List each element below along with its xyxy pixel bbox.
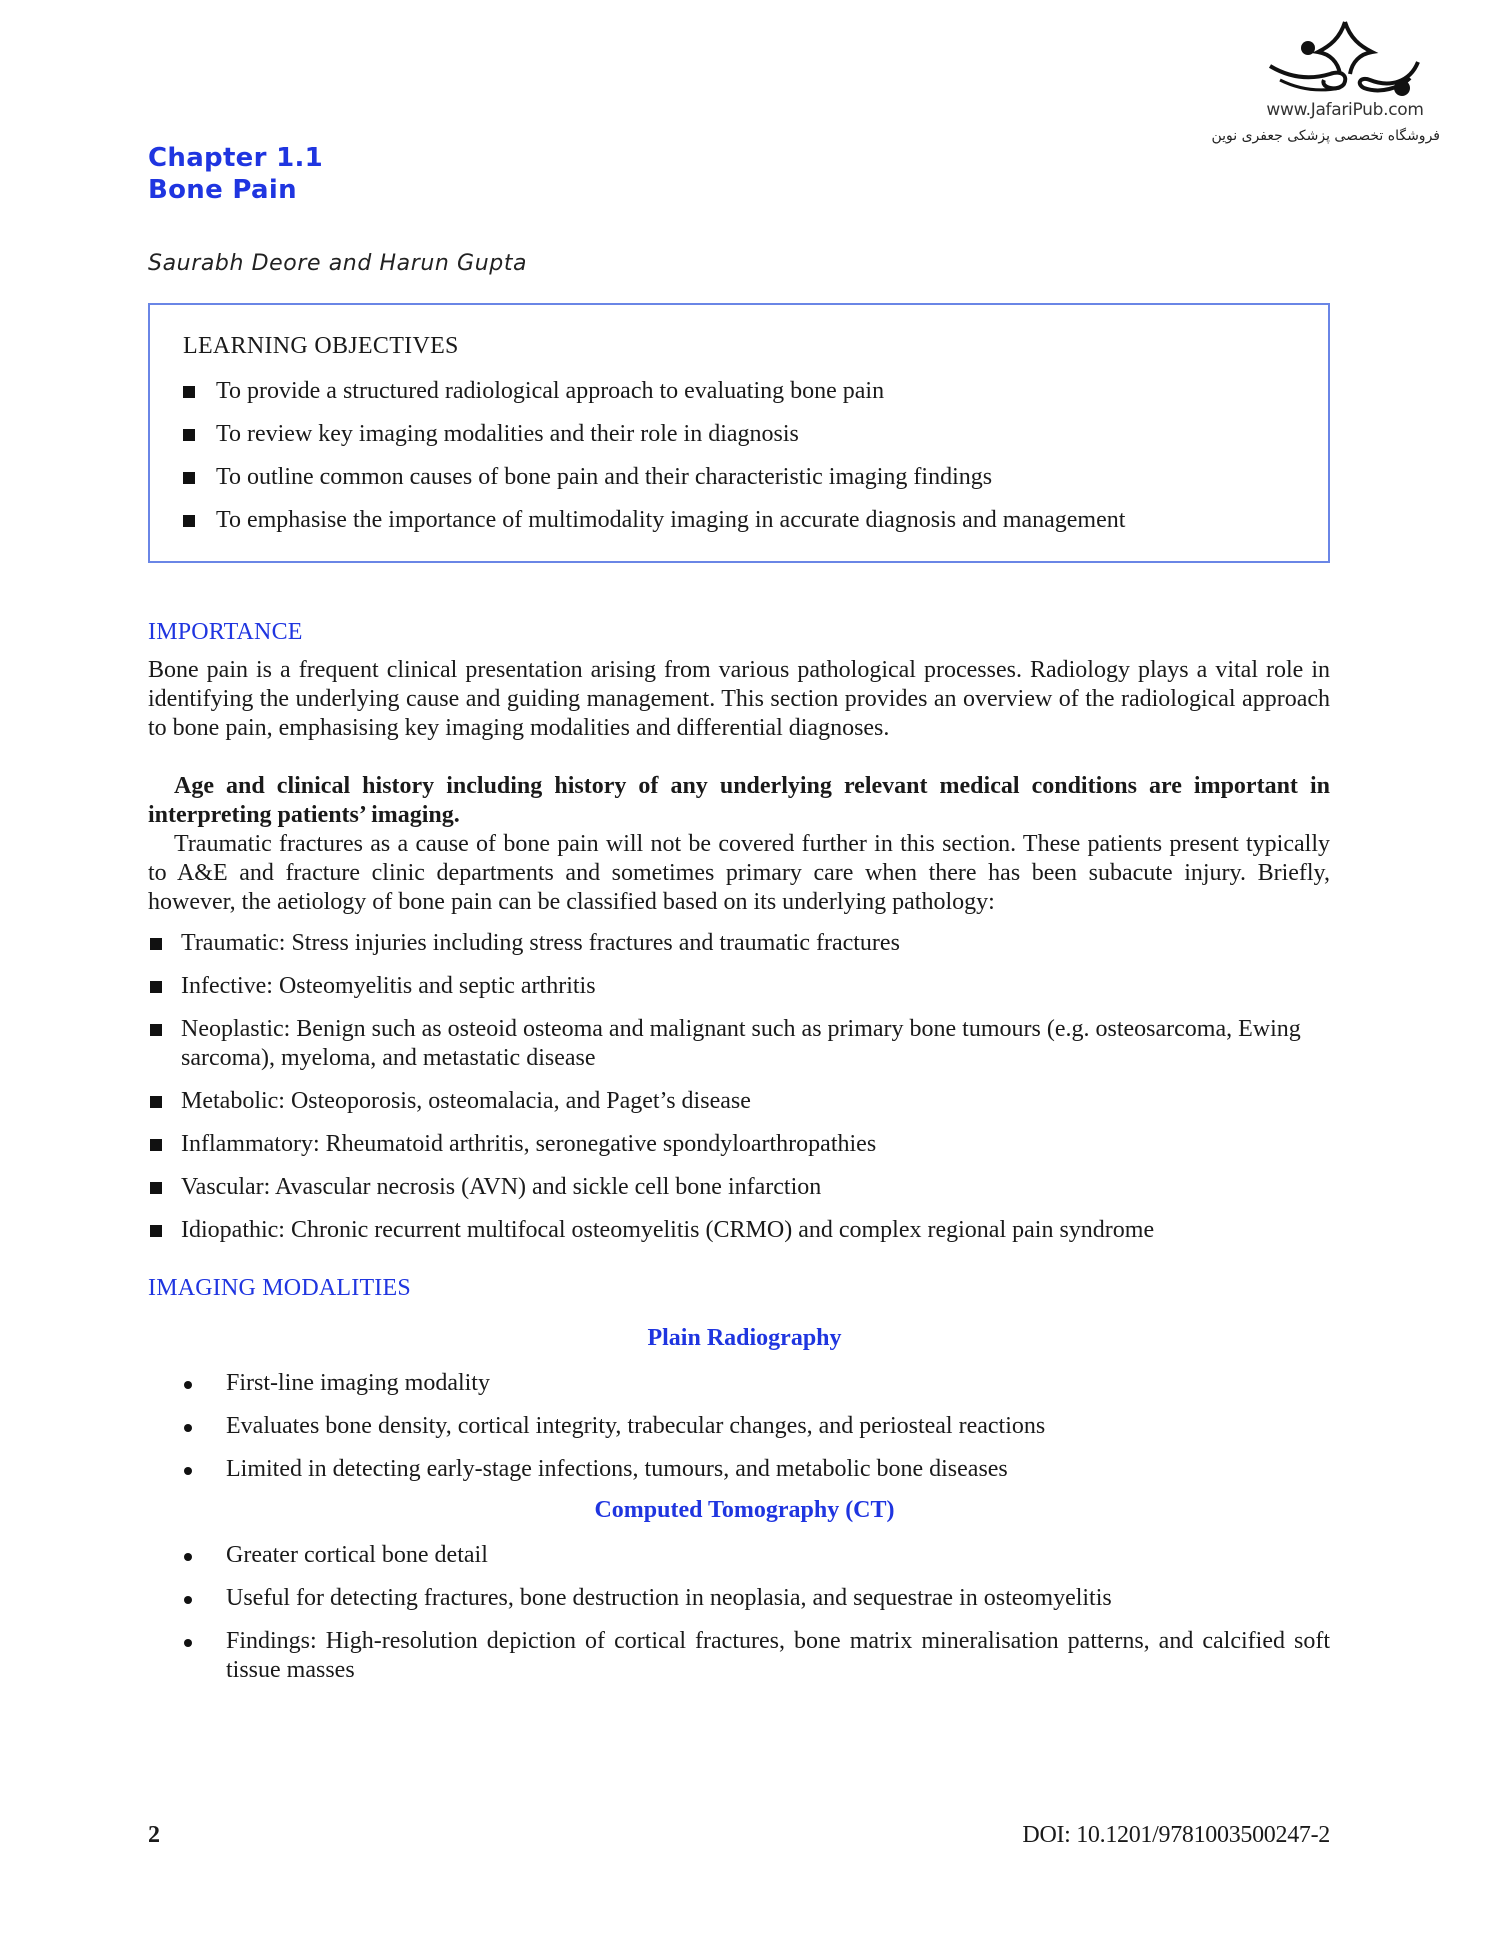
publisher-url: www.JafariPub.com [1266, 100, 1424, 120]
ct-item: Useful for detecting fractures, bone destruction in neoplasia, and sequestrae in osteomyelitis [180, 1584, 1330, 1613]
chapter-title: Bone Pain [148, 175, 297, 205]
plain-radiography-item: First-line imaging modality [180, 1369, 1330, 1398]
ct-item: Greater cortical bone detail [180, 1541, 1330, 1570]
chapter-authors: Saurabh Deore and Harun Gupta [148, 251, 528, 276]
ct-item: Findings: High-resolution depiction of cortical fractures, bone matrix mineralisation patterns, and calcified soft tissue masses [180, 1627, 1330, 1685]
page-number: 2 [148, 1822, 160, 1848]
doi-reference: DOI: 10.1201/9781003500247-2 [1022, 1822, 1330, 1848]
chapter-heading [148, 142, 323, 206]
aetiology-item: Inflammatory: Rheumatoid arthritis, seronegative spondyloarthropathies [148, 1130, 1330, 1159]
ct-list [180, 1541, 1330, 1699]
importance-paragraph-2: Age and clinical history including history of any underlying relevant medical conditions are important in interpreting patients’ imaging. [148, 773, 1330, 828]
aetiology-item: Vascular: Avascular necrosis (AVN) and sickle cell bone infarction [148, 1173, 1330, 1202]
aetiology-item: Neoplastic: Benign such as osteoid osteoma and malignant such as primary bone tumours (e.g. osteosarcoma, Ewing sarcoma), myeloma, and metastatic disease [148, 1015, 1330, 1073]
aetiology-item: Idiopathic: Chronic recurrent multifocal osteomyelitis (CRMO) and complex regional pain syndrome [148, 1216, 1330, 1245]
objective-item: To provide a structured radiological approach to evaluating bone pain [183, 377, 1125, 405]
publisher-tagline: فروشگاه تخصصی پزشکی جعفری نوین [1211, 128, 1440, 144]
plain-radiography-list [180, 1369, 1330, 1498]
plain-radiography-item: Evaluates bone density, cortical integrity, trabecular changes, and periosteal reactions [180, 1412, 1330, 1441]
plain-radiography-item: Limited in detecting early-stage infections, tumours, and metabolic bone diseases [180, 1455, 1330, 1484]
learning-objectives-box [148, 303, 1330, 563]
aetiology-list [148, 929, 1330, 1259]
plain-radiography-heading: Plain Radiography [647, 1325, 842, 1351]
importance-paragraph-3: Traumatic fractures as a cause of bone pain will not be covered further in this section. These patients present typically to A&E and fracture clinic departments and sometimes primary care when there has been subacute injury. Briefly, however, the aetiology of bone pain can be classified based on its underlying pathology: [148, 831, 1330, 915]
aetiology-item: Traumatic: Stress injuries including stress fractures and traumatic fractures [148, 929, 1330, 958]
aetiology-item: Infective: Osteomyelitis and septic arthritis [148, 972, 1330, 1001]
ct-heading: Computed Tomography (CT) [594, 1497, 895, 1523]
importance-heading: IMPORTANCE [148, 619, 303, 645]
publisher-watermark [1210, 18, 1480, 144]
importance-paragraph-1: Bone pain is a frequent clinical presentation arising from various pathological processes. Radiology plays a vital role in identifying the underlying cause and guiding management. This section provides an overview of the radiological approach to bone pain, emphasising key imaging modalities and differential diagnoses. [148, 657, 1330, 741]
objective-item: To outline common causes of bone pain and their characteristic imaging findings [183, 463, 1125, 491]
imaging-modalities-heading: IMAGING MODALITIES [148, 1275, 411, 1301]
aetiology-item: Metabolic: Osteoporosis, osteomalacia, and Paget’s disease [148, 1087, 1330, 1116]
objective-item: To emphasise the importance of multimodality imaging in accurate diagnosis and management [183, 506, 1125, 534]
calligraphy-logo-icon [1260, 18, 1430, 98]
learning-objectives-title: LEARNING OBJECTIVES [183, 333, 459, 359]
learning-objectives-list [183, 377, 1125, 549]
objective-item: To review key imaging modalities and their role in diagnosis [183, 420, 1125, 448]
chapter-number: Chapter 1.1 [148, 143, 324, 173]
